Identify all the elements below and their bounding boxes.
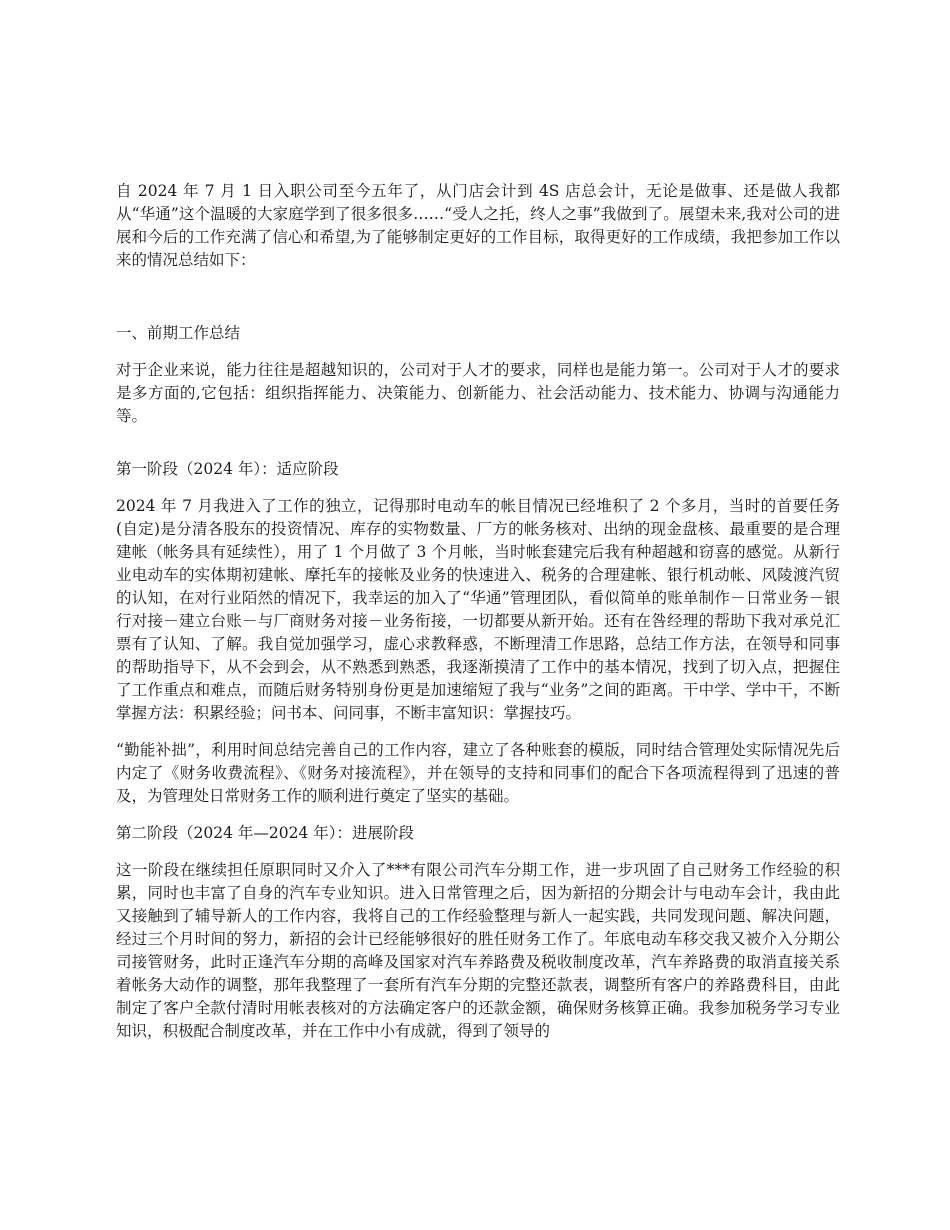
stage1-heading: 第一阶段（2024 年）：适应阶段 [116, 460, 339, 478]
spacer [116, 845, 840, 859]
section-heading-previous-work-summary: 一、前期工作总结 [116, 324, 241, 342]
intro-paragraph: 自 2024 年 7 月 1 日入职公司至今五年了，从门店会计到 4S 店总会计，无论是做事、还是做人我都从“华通”这个温暖的大家庭学到了很多很多……“受人之托，终人之事”我做到了。展望未来,我对公司的进展和今后的工作充满了信心和希望,为了能够制定更好的工作目标，取得更好的工作成绩，我把参加工作以来的情况总结如下： [116, 182, 840, 269]
stage2-heading: 第二阶段（2024 年—2024 年）：进展阶段 [116, 824, 414, 842]
spacer [116, 725, 840, 739]
spacer [116, 808, 840, 822]
spacer [116, 272, 840, 322]
stage1-paragraph-1: 2024 年 7 月我进入了工作的独立，记得那时电动车的帐目情况已经堆积了 2 个多月，当时的首要任务(自定)是分清各股东的投资情况、库存的实物数量、厂方的帐务核对、出纳的现金盘核、最重要的是合理建帐（帐务具有延续性），用了 1 个月做了 3 个月帐，当时帐套建完后我有种超越和窃喜的感觉。从新行业电动车的实体期初建帐、摩托车的接帐及业务的快速进入、税务的合理建帐、银行机动帐、风陵渡汽贸的认知，在对行业陌然的情况下，我幸运的加入了“华通”管理团队，看似简单的账单制作－日常业务－银行对接－建立台账－与厂商财务对接－业务衔接，一切都要从新开始。还有在咎经理的帮助下我对承兑汇票有了认知、了解。我自觉加强学习，虚心求教释惑，不断理清工作思路，总结工作方法，在领导和同事的帮助指导下，从不会到会，从不熟悉到熟悉，我逐渐摸清了工作中的基本情况，找到了切入点，把握住了工作重点和难点，而随后财务特别身份更是加速缩短了我与“业务”之间的距离。干中学、学中干，不断掌握方法：积累经验；问书本、问同事，不断丰富知识：掌握技巧。 [116, 497, 840, 722]
stage2-paragraph: 这一阶段在继续担任原职同时又介入了***有限公司汽车分期工作，进一步巩固了自己财务工作经验的积累，同时也丰富了自身的汽车专业知识。进入日常管理之后，因为新招的分期会计与电动车会计，我由此又接触到了辅导新人的工作内容，我将自己的工作经验整理与新人一起实践，共同发现问题、解决问题，经过三个月时间的努力，新招的会计已经能够很好的胜任财务工作了。年底电动车移交我又被介入分期公司接管财务，此时正逢汽车分期的高峰及国家对汽车养路费及税收制度改革，汽车养路费的取消直接关系着帐务大动作的调整，那年我整理了一套所有汽车分期的完整还款表，调整所有客户的养路费科目，由此制定了客户全款付清时用帐表核对的方法确定客户的还款金额，确保财务核算正确。我参加税务学习专业知识，积极配合制度改革，并在工作中小有成就，得到了领导的 [116, 861, 840, 1040]
spacer [116, 345, 840, 359]
section1-paragraph: 对于企业来说，能力往往是超越知识的，公司对于人才的要求，同样也是能力第一。公司对于人才的要求是多方面的,它包括：组织指挥能力、决策能力、创新能力、社会活动能力、技术能力、协调与沟通能力等。 [116, 361, 840, 425]
document-page [116, 180, 840, 1043]
spacer [116, 428, 840, 458]
spacer [116, 481, 840, 495]
stage1-paragraph-2: “勤能补拙”，利用时间总结完善自己的工作内容，建立了各种账套的模版，同时结合管理处实际情况先后内定了《财务收费流程》、《财务对接流程》，并在领导的支持和同事们的配合下各项流程得到了迅速的普及，为管理处日常财务工作的顺利进行奠定了坚实的基础。 [116, 741, 840, 805]
